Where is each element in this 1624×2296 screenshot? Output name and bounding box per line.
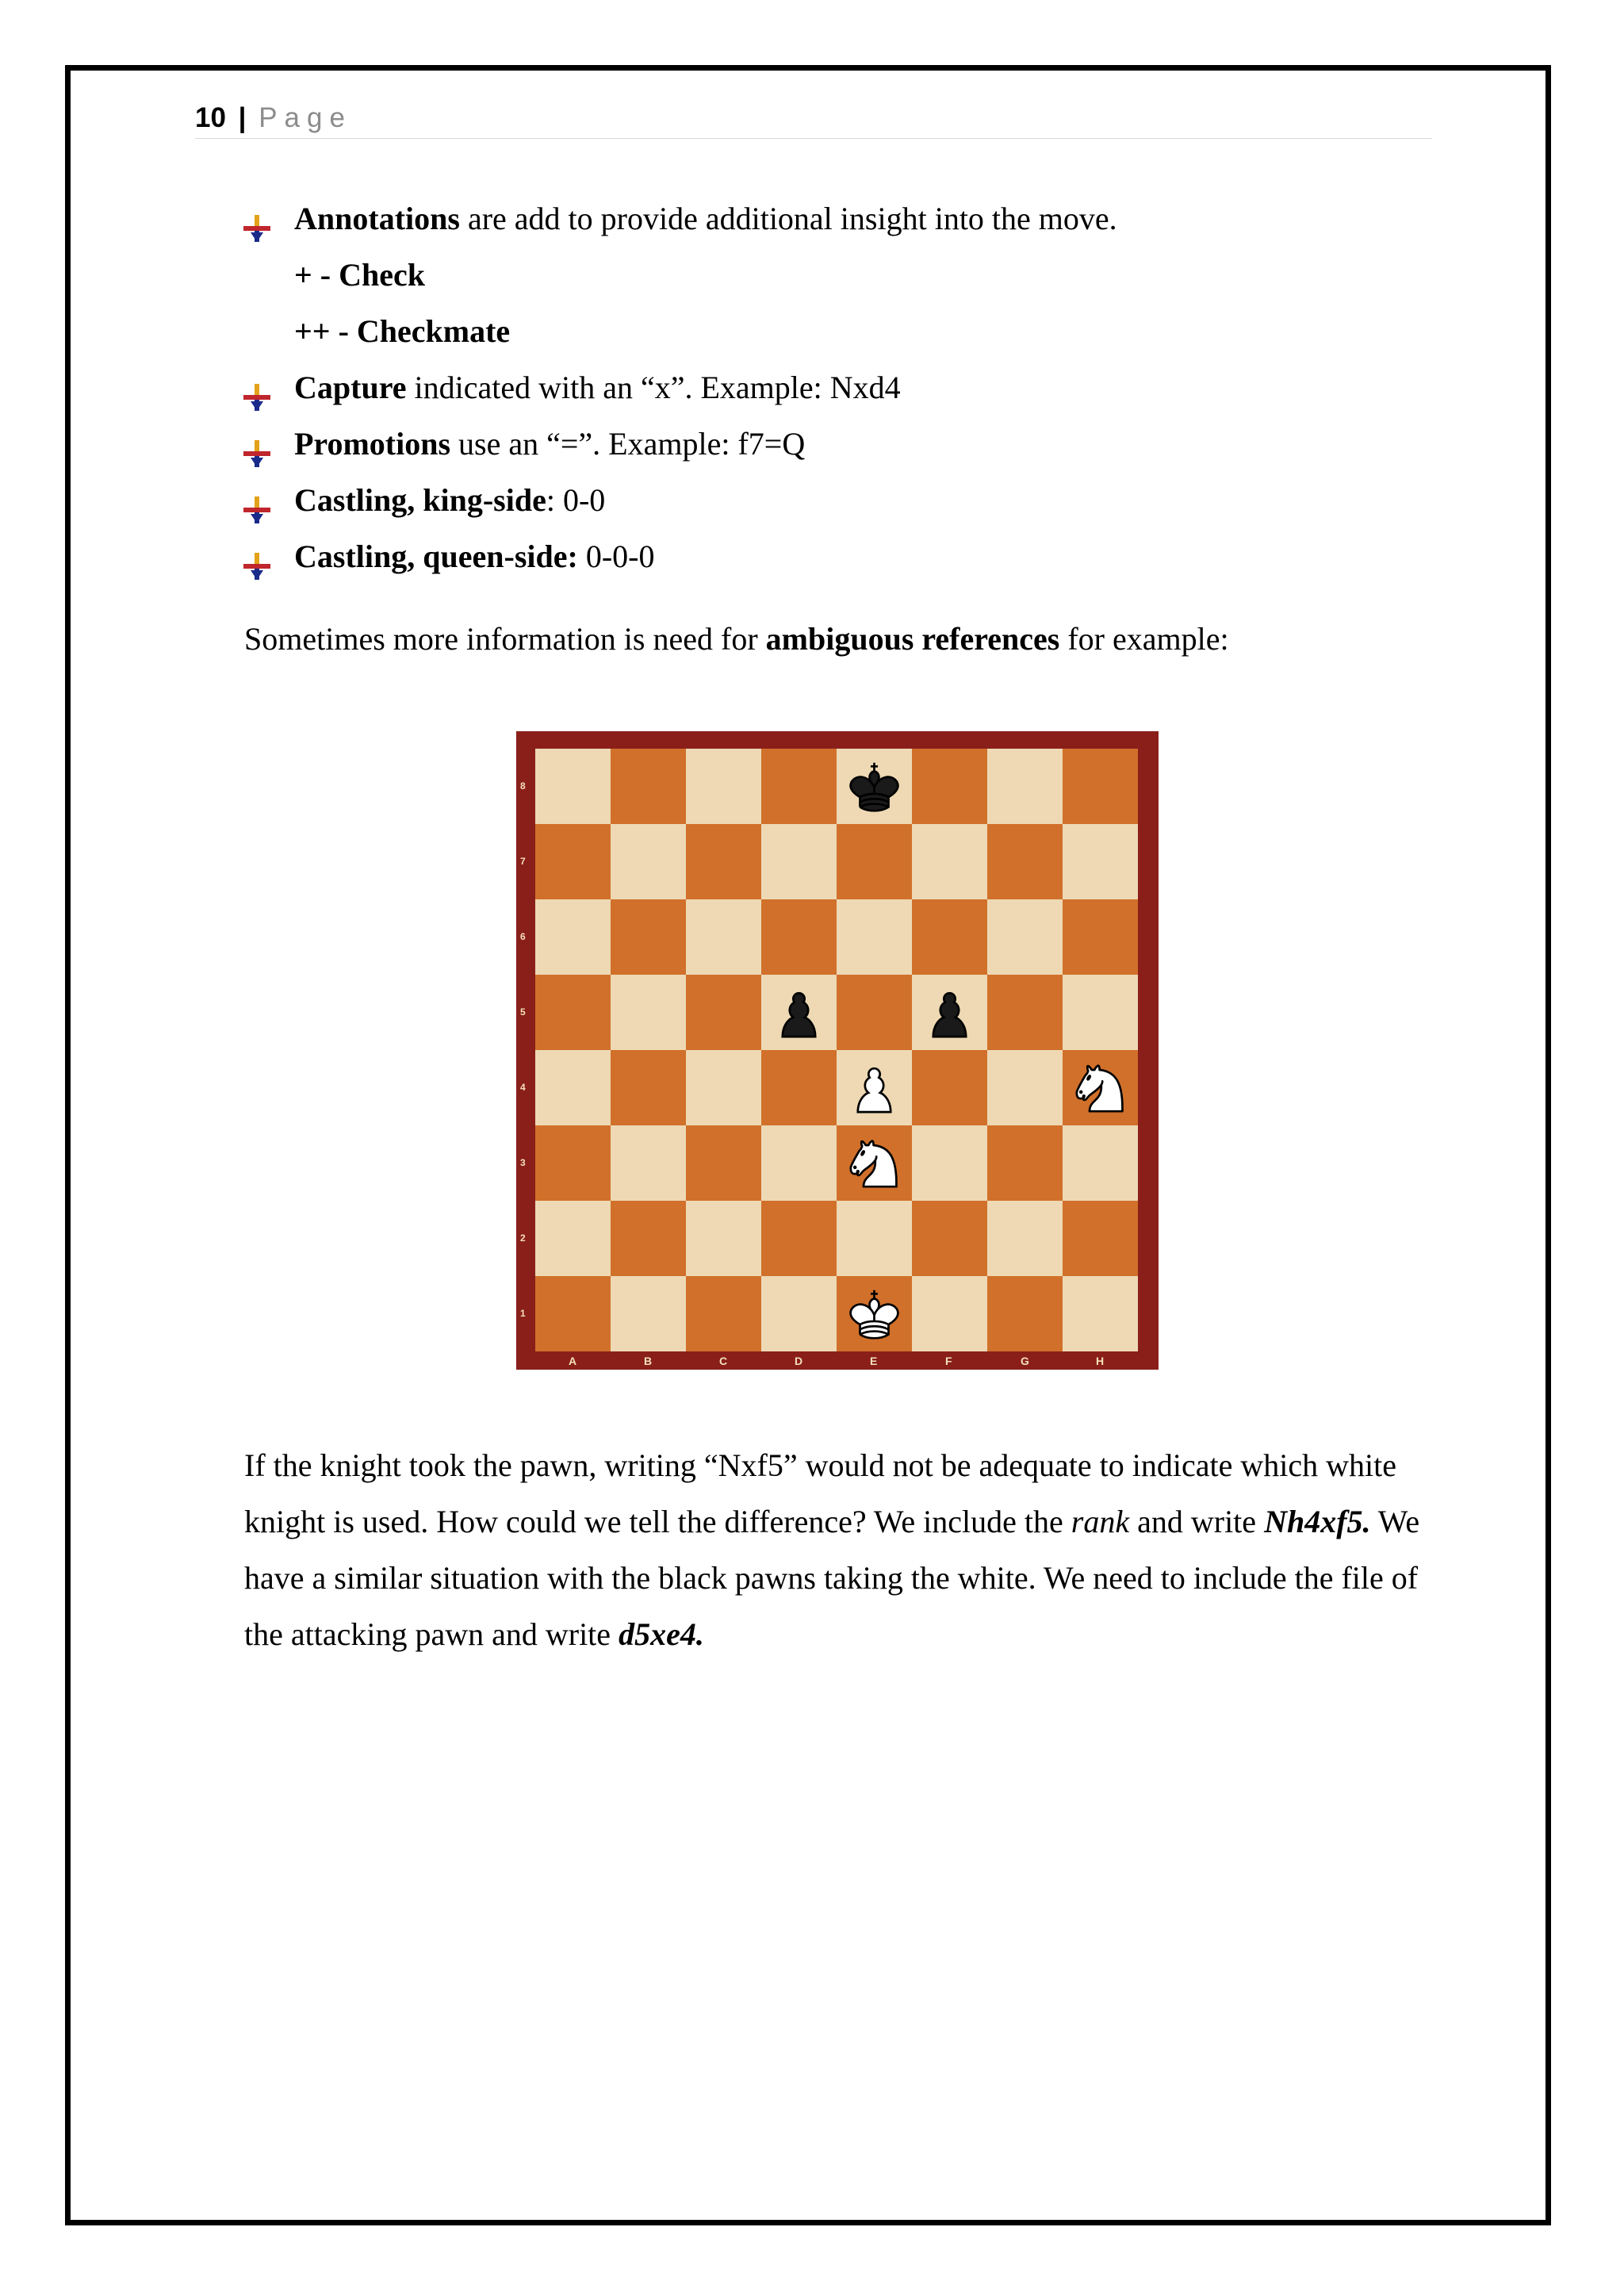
- file-label: H: [1096, 1355, 1105, 1367]
- square-d5: [761, 975, 837, 1050]
- square-f2: [912, 1201, 987, 1276]
- notation-d5xe4: d5xe4.: [619, 1616, 704, 1652]
- square-a3: [535, 1125, 611, 1201]
- square-b5: [611, 975, 686, 1050]
- square-c1: [686, 1276, 761, 1351]
- square-a8: [535, 749, 611, 824]
- explanation-text: and write: [1129, 1504, 1265, 1539]
- rank-label: 4: [520, 1082, 526, 1093]
- square-a5: [535, 975, 611, 1050]
- square-g2: [987, 1201, 1063, 1276]
- square-b6: [611, 899, 686, 975]
- square-h4: [1063, 1050, 1138, 1125]
- bullet-text: : 0-0: [546, 482, 606, 518]
- square-e5: [837, 975, 912, 1050]
- square-f5: [912, 975, 987, 1050]
- bullet-term: Castling, queen-side:: [294, 539, 578, 574]
- square-h2: [1063, 1201, 1138, 1276]
- square-c4: [686, 1050, 761, 1125]
- bullet-term: ++ - Checkmate: [294, 313, 511, 349]
- square-e8: [837, 749, 912, 824]
- page-header: [195, 98, 1432, 139]
- bullet-promotions: [242, 416, 1479, 472]
- explanation-paragraph: [244, 1437, 1450, 1662]
- rank-label: 1: [520, 1308, 526, 1319]
- bullet-term: Promotions: [294, 426, 451, 462]
- square-b4: [611, 1050, 686, 1125]
- square-f8: [912, 749, 987, 824]
- rank-label: 7: [520, 856, 526, 867]
- bullet-text: indicated with an “x”. Example: Nxd4: [406, 370, 901, 405]
- file-label: D: [795, 1355, 803, 1367]
- term-rank: rank: [1071, 1504, 1130, 1539]
- annotation-checkmate: [242, 303, 1479, 359]
- explanation-text: If the knight took the pawn, writing “Nxf5” would not be adequate to indicate which white knight is used. How could we tell the difference? We include the: [244, 1447, 1396, 1539]
- bullet-castling-king-side: [242, 472, 1479, 528]
- rank-label: 6: [520, 931, 526, 942]
- square-d1: [761, 1276, 837, 1351]
- square-d3: [761, 1125, 837, 1201]
- square-c7: [686, 824, 761, 899]
- square-g6: [987, 899, 1063, 975]
- square-a2: [535, 1201, 611, 1276]
- square-g1: [987, 1276, 1063, 1351]
- file-label: A: [569, 1355, 577, 1367]
- square-g5: [987, 975, 1063, 1050]
- square-d6: [761, 899, 837, 975]
- square-c5: [686, 975, 761, 1050]
- explanation-text: We have a similar situation with the black pawns taking the white. We need to include the file of the attacking pawn and write: [244, 1504, 1420, 1652]
- bullet-capture: [242, 359, 1479, 416]
- notation-bullet-list: [242, 190, 1479, 585]
- square-g7: [987, 824, 1063, 899]
- square-c6: [686, 899, 761, 975]
- bullet-arrow-icon: [242, 430, 272, 460]
- square-e4: [837, 1050, 912, 1125]
- file-label: E: [870, 1355, 878, 1367]
- square-a7: [535, 824, 611, 899]
- square-d4: [761, 1050, 837, 1125]
- intro-text-end: for example:: [1059, 621, 1229, 657]
- file-label: C: [719, 1355, 728, 1367]
- bullet-arrow-icon: [242, 486, 272, 516]
- square-c3: [686, 1125, 761, 1201]
- square-f3: [912, 1125, 987, 1201]
- square-a1: [535, 1276, 611, 1351]
- square-g3: [987, 1125, 1063, 1201]
- page-number: 10: [195, 102, 226, 133]
- board-squares: [535, 749, 1138, 1351]
- square-b3: [611, 1125, 686, 1201]
- rank-label: 8: [520, 780, 526, 792]
- bullet-text: use an “=”. Example: f7=Q: [450, 426, 806, 462]
- rank-label: 2: [520, 1232, 526, 1244]
- ambiguous-references-intro: [244, 611, 1450, 667]
- bullet-term: + - Check: [294, 257, 425, 293]
- bullet-castling-queen-side: [242, 528, 1479, 585]
- square-g4: [987, 1050, 1063, 1125]
- chess-diagram: [516, 731, 1159, 1370]
- bullet-arrow-icon: [242, 374, 272, 404]
- square-h1: [1063, 1276, 1138, 1351]
- bullet-term: Annotations: [294, 201, 460, 236]
- square-f1: [912, 1276, 987, 1351]
- square-g8: [987, 749, 1063, 824]
- file-label: G: [1021, 1355, 1029, 1367]
- square-e3: [837, 1125, 912, 1201]
- square-b1: [611, 1276, 686, 1351]
- square-h7: [1063, 824, 1138, 899]
- square-a6: [535, 899, 611, 975]
- bullet-annotations: [242, 190, 1479, 247]
- rank-label: 5: [520, 1006, 526, 1018]
- bullet-arrow-icon: [242, 205, 272, 235]
- square-d8: [761, 749, 837, 824]
- square-e2: [837, 1201, 912, 1276]
- intro-term: ambiguous references: [765, 621, 1060, 657]
- square-f7: [912, 824, 987, 899]
- file-label: F: [945, 1355, 952, 1367]
- bullet-term: Castling, king-side: [294, 482, 546, 518]
- square-b7: [611, 824, 686, 899]
- notation-nh4xf5: Nh4xf5.: [1264, 1504, 1371, 1539]
- square-c8: [686, 749, 761, 824]
- square-h5: [1063, 975, 1138, 1050]
- bullet-text: are add to provide additional insight into the move.: [459, 201, 1117, 236]
- bullet-text: 0-0-0: [577, 539, 655, 574]
- square-e6: [837, 899, 912, 975]
- square-b2: [611, 1201, 686, 1276]
- square-b8: [611, 749, 686, 824]
- square-a4: [535, 1050, 611, 1125]
- header-separator: |: [238, 102, 247, 133]
- page-label: Page: [259, 102, 352, 133]
- file-label: B: [644, 1355, 653, 1367]
- rank-label: 3: [520, 1157, 526, 1168]
- square-d7: [761, 824, 837, 899]
- square-h6: [1063, 899, 1138, 975]
- square-e1: [837, 1276, 912, 1351]
- bullet-arrow-icon: [242, 542, 272, 573]
- square-f4: [912, 1050, 987, 1125]
- square-d2: [761, 1201, 837, 1276]
- bullet-term: Capture: [294, 370, 407, 405]
- square-e7: [837, 824, 912, 899]
- square-h8: [1063, 749, 1138, 824]
- chess-board: [516, 731, 1159, 1370]
- square-f6: [912, 899, 987, 975]
- intro-text: Sometimes more information is need for: [244, 621, 766, 657]
- square-c2: [686, 1201, 761, 1276]
- annotation-check: [242, 247, 1479, 303]
- square-h3: [1063, 1125, 1138, 1201]
